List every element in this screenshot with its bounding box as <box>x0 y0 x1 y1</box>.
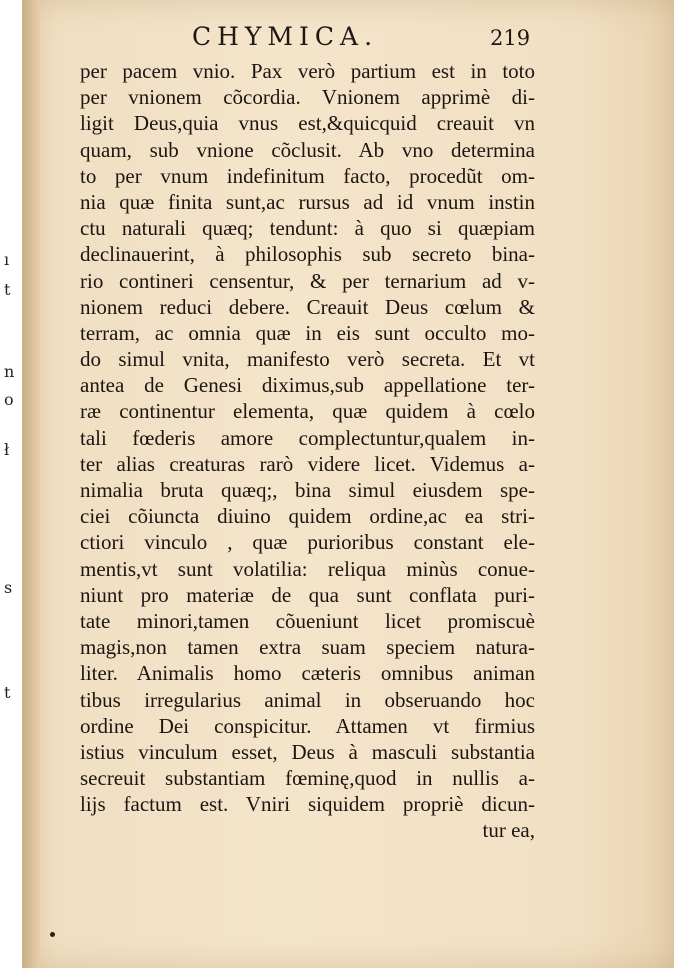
text-line: ligit Deus,quia vnus est,&quicquid creauit vn <box>80 111 535 136</box>
text-line: tibus irregularius animal in obseruando hoc <box>80 687 535 712</box>
text-line: ctu naturali quæq; tendunt: à quo si quæpiam <box>80 216 535 241</box>
ink-spot <box>50 932 55 937</box>
text-line: niunt pro materiæ de qua sunt conflata puri- <box>80 582 535 607</box>
text-line: ordine Dei conspicitur. Attamen vt firmius <box>80 713 535 738</box>
text-line: istius vinculum esset, Deus à masculi substantia <box>80 739 535 764</box>
margin-mark: n <box>4 362 15 381</box>
catchword: tur ea, <box>482 818 535 843</box>
text-line: tali fœderis amore complectuntur,qualem in- <box>80 425 535 450</box>
text-line: ctiori vinculo , quæ purioribus constant ele- <box>80 530 535 555</box>
margin-mark: ł <box>4 440 10 459</box>
text-line: nimalia bruta quæq;, bina simul eiusdem spe- <box>80 478 535 502</box>
text-line: per pacem vnio. Pax verò partium est in toto <box>80 59 535 83</box>
text-line: nionem reduci debere. Creauit Deus cœlum & <box>80 294 535 319</box>
text-line: nia quæ finita sunt,ac rursus ad id vnum instin <box>80 189 535 214</box>
text-line: mentis,vt sunt volatilia: reliqua minùs conue- <box>80 556 535 581</box>
text-line: to per vnum indefinitum facto, procedũt om- <box>80 163 535 188</box>
body-text <box>80 58 535 844</box>
margin-mark: s <box>4 578 13 597</box>
text-line: rio contineri censentur, & per ternarium ad v- <box>80 268 535 293</box>
margin-mark: o <box>4 390 14 409</box>
margin-mark: t <box>4 683 11 702</box>
text-line: ciei cõiuncta diuino quidem ordine,ac ea stri- <box>80 504 535 529</box>
text-line: antea de Genesi diximus,sub appellatione ter- <box>80 373 535 398</box>
text-line: liter. Animalis homo cæteris omnibus animan <box>80 661 535 686</box>
text-line: ter alias creaturas rarò videre licet. Videmus a- <box>80 451 535 476</box>
page-number: 219 <box>490 26 531 50</box>
margin-mark: t <box>4 280 11 299</box>
running-title: CHYMICA. <box>192 22 379 51</box>
text-line: tate minori,tamen cõueniunt licet promiscuè <box>80 608 535 633</box>
binding-gutter <box>22 0 40 968</box>
text-line: declinauerint, à philosophis sub secreto bina- <box>80 242 535 267</box>
margin-mark: ı <box>4 250 10 269</box>
text-line: per vnionem cõcordia. Vnionem apprimè di- <box>80 85 535 110</box>
text-line: ræ continentur elementa, quæ quidem à cœlo <box>80 399 535 424</box>
text-line: secreuit substantiam fœminę,quod in nullis a- <box>80 766 535 791</box>
text-line: lijs factum est. Vniri siquidem propriè dicun- <box>80 792 535 817</box>
text-line: magis,non tamen extra suam speciem natura- <box>80 635 535 660</box>
text-line: quam, sub vnione cõclusit. Ab vno determina <box>80 137 535 162</box>
page-header <box>22 18 674 58</box>
text-line: terram, ac omnia quæ in eis sunt occulto mo- <box>80 320 535 345</box>
text-line: do simul vnita, manifesto verò secreta. Et vt <box>80 347 535 372</box>
